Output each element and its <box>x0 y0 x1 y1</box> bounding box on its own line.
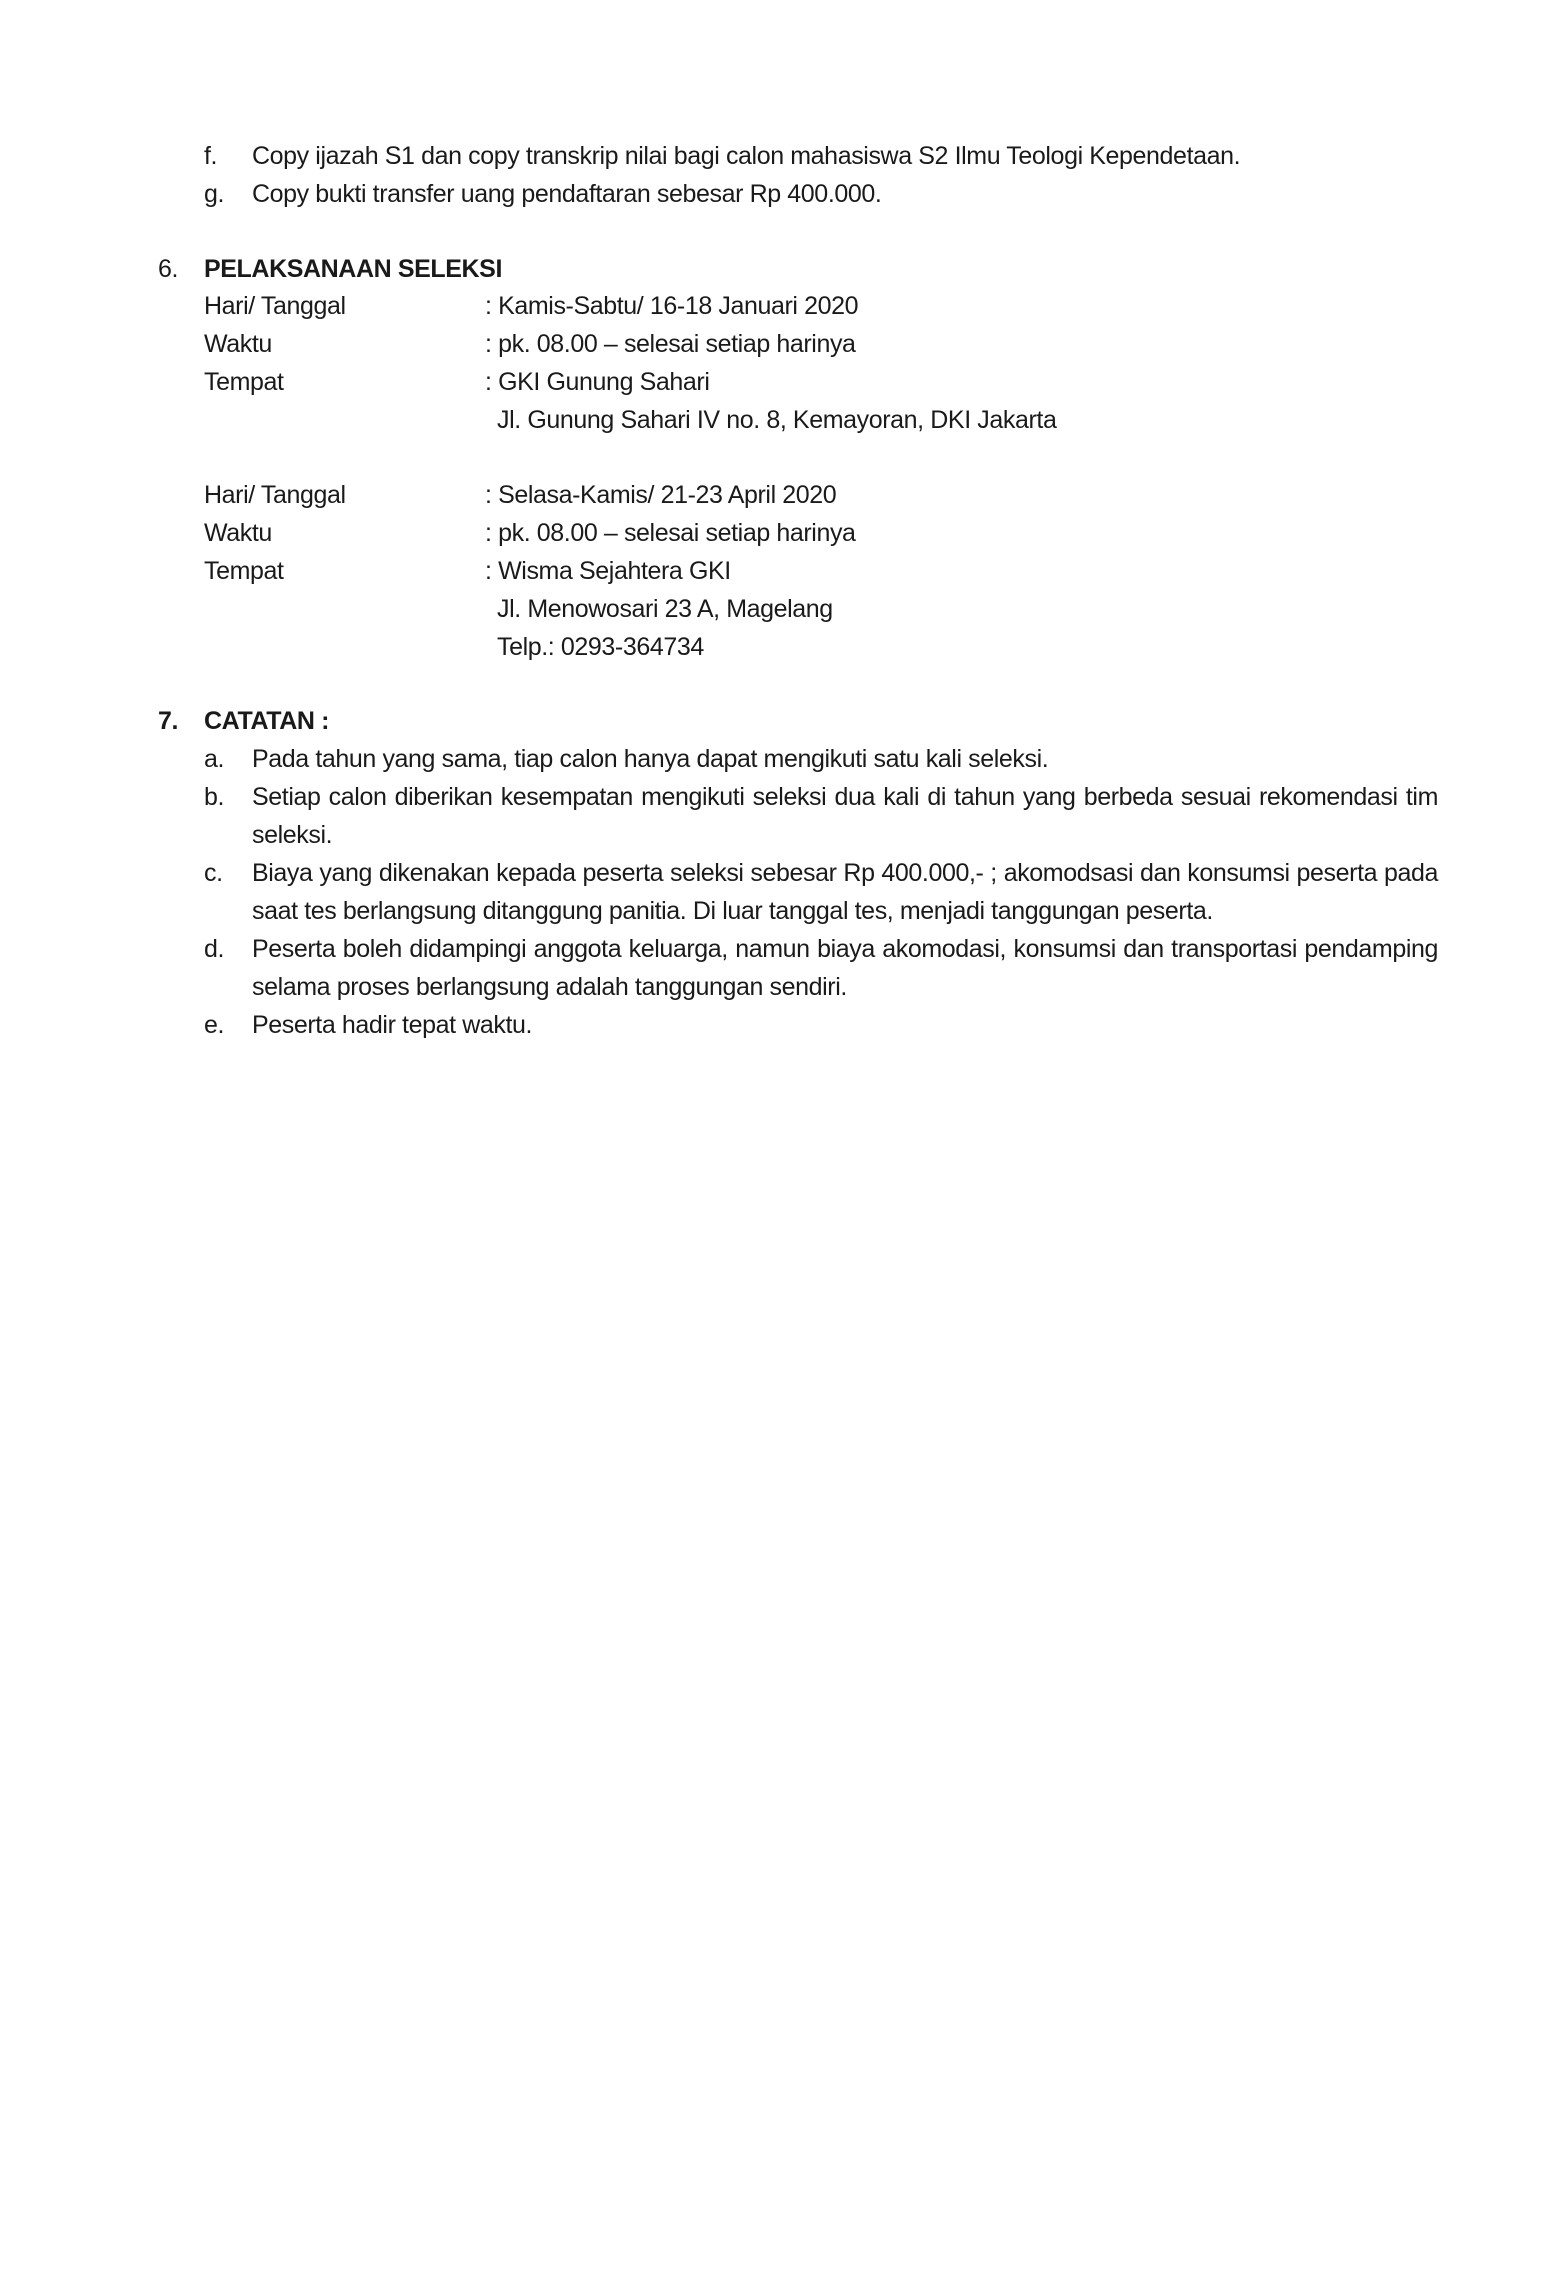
list-marker: a. <box>204 745 225 773</box>
list-item-text: saat tes berlangsung ditanggung panitia. Di luar tanggal tes, menjadi tanggungan peserta. <box>252 897 1213 925</box>
field-label: Tempat <box>204 557 284 585</box>
list-marker: b. <box>204 783 225 811</box>
address-line: Jl. Menowosari 23 A, Magelang <box>497 595 833 623</box>
section-title: PELAKSANAAN SELEKSI <box>204 255 502 283</box>
field-label: Hari/ Tanggal <box>204 481 346 509</box>
field-label: Hari/ Tanggal <box>204 292 346 320</box>
list-marker: g. <box>204 180 225 208</box>
section-title: CATATAN : <box>204 707 330 735</box>
field-value: : Kamis-Sabtu/ 16-18 Januari 2020 <box>485 292 859 320</box>
list-item-text: Setiap calon diberikan kesempatan mengikuti seleksi dua kali di tahun yang berbeda sesuai rekomendasi tim <box>252 783 1438 811</box>
list-marker: f. <box>204 142 218 170</box>
list-marker: e. <box>204 1011 225 1039</box>
list-item-text: Pada tahun yang sama, tiap calon hanya dapat mengikuti satu kali seleksi. <box>252 745 1049 773</box>
list-item-text: selama proses berlangsung adalah tanggungan sendiri. <box>252 973 847 1001</box>
field-value: : Wisma Sejahtera GKI <box>485 557 731 585</box>
field-label: Tempat <box>204 368 284 396</box>
field-label: Waktu <box>204 330 272 358</box>
field-value: : pk. 08.00 – selesai setiap harinya <box>485 330 856 358</box>
list-item-text: Biaya yang dikenakan kepada peserta seleksi sebesar Rp 400.000,- ; akomodsasi dan konsumsi peserta pada <box>252 859 1438 887</box>
field-value: : GKI Gunung Sahari <box>485 368 710 396</box>
section-number: 6. <box>158 255 179 283</box>
field-value: : pk. 08.00 – selesai setiap harinya <box>485 519 856 547</box>
section-number: 7. <box>158 707 179 735</box>
list-item-text: Copy ijazah S1 dan copy transkrip nilai bagi calon mahasiswa S2 Ilmu Teologi Kependetaan. <box>252 142 1241 170</box>
list-marker: d. <box>204 935 225 963</box>
address-line: Jl. Gunung Sahari IV no. 8, Kemayoran, DKI Jakarta <box>497 406 1057 434</box>
list-item-text: seleksi. <box>252 821 333 849</box>
field-value: : Selasa-Kamis/ 21-23 April 2020 <box>485 481 837 509</box>
phone-line: Telp.: 0293-364734 <box>497 633 704 661</box>
list-item-text: Peserta hadir tepat waktu. <box>252 1011 533 1039</box>
list-marker: c. <box>204 859 223 887</box>
field-label: Waktu <box>204 519 272 547</box>
list-item-text: Peserta boleh didampingi anggota keluarga, namun biaya akomodasi, konsumsi dan transportasi pendamping <box>252 935 1438 963</box>
list-item-text: Copy bukti transfer uang pendaftaran sebesar Rp 400.000. <box>252 180 882 208</box>
